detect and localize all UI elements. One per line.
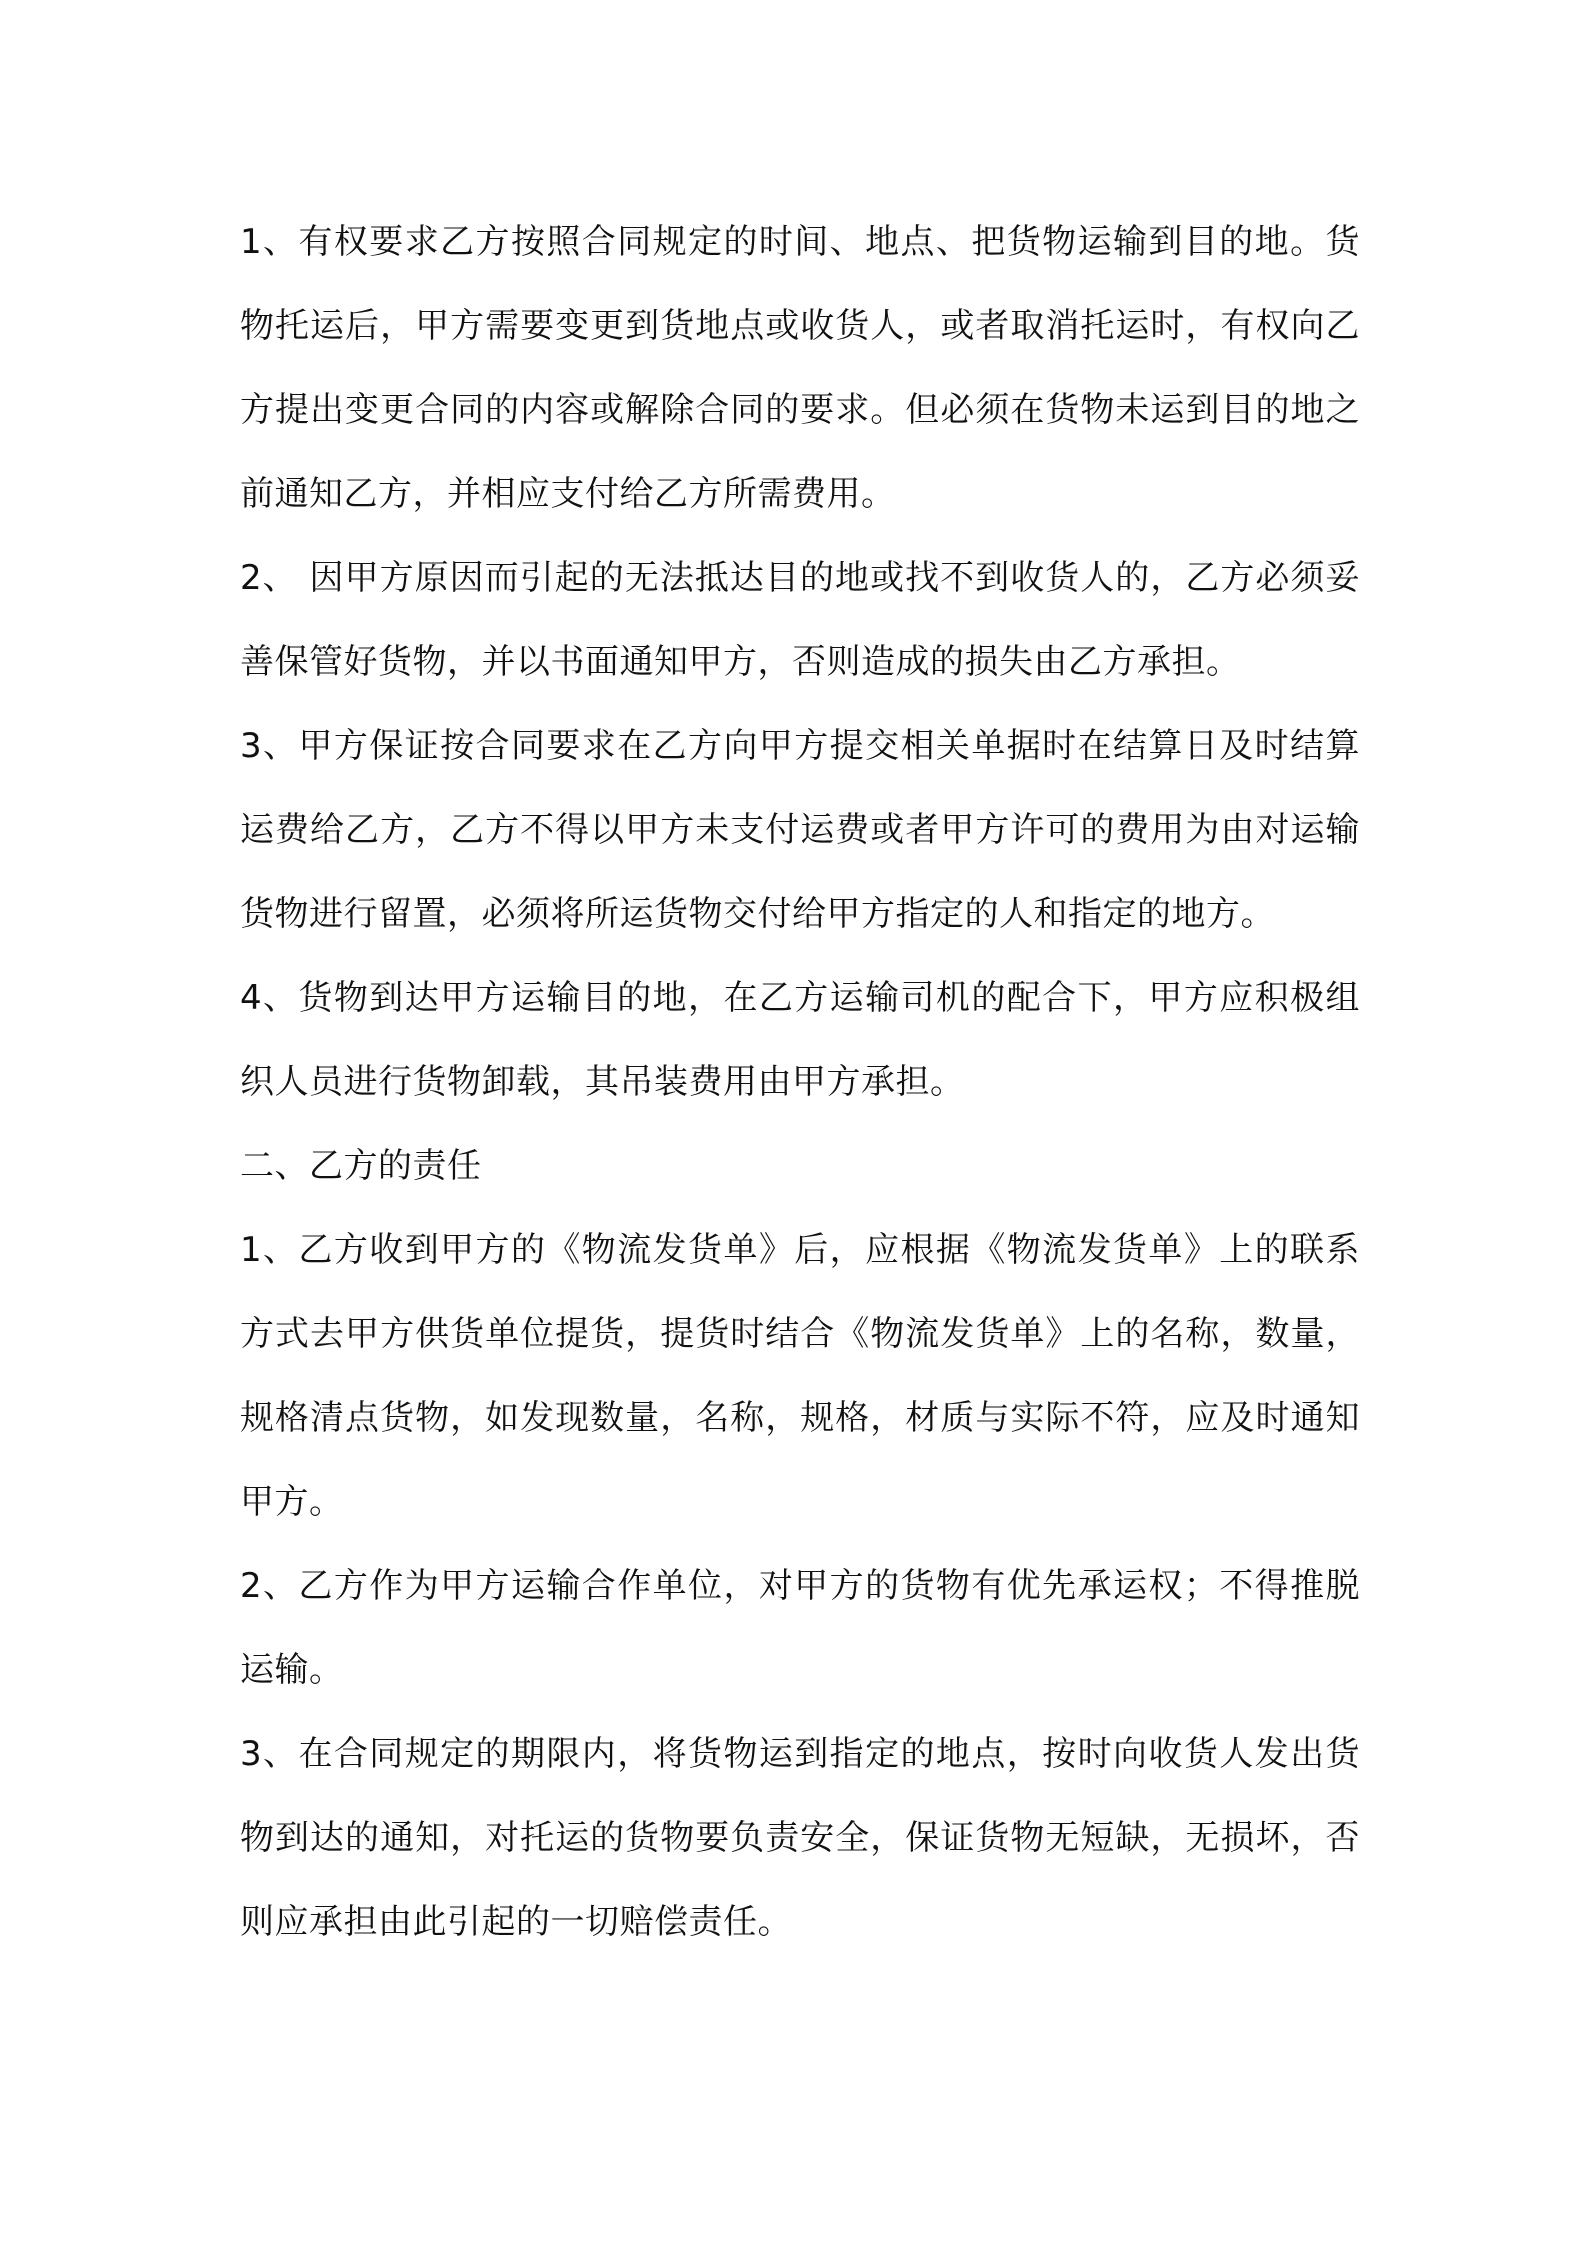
party-b-clause-2-priority-carriage: 2、乙方作为甲方运输合作单位，对甲方的货物有优先承运权；不得推脱运输。 — [240, 1566, 1360, 1690]
party-b-clause-3-delivery-liability: 3、在合同规定的期限内，将货物运到指定的地点，按时向收货人发出货物到达的通知，对托运的货物要负责安全，保证货物无短缺，无损坏，否则应承担由此引起的一切赔偿责任。 — [240, 1734, 1360, 1942]
section-heading-party-b-responsibilities: 二、乙方的责任 — [240, 1146, 482, 1186]
clause-1-right-to-require-delivery: 1、有权要求乙方按照合同规定的时间、地点、把货物运输到目的地。货物托运后，甲方需要变更到货地点或收货人，或者取消托运时，有权向乙方提出变更合同的内容或解除合同的要求。但必须在货物未运到目的地之前通知乙方，并相应支付给乙方所需费用。 — [240, 222, 1360, 514]
clause-4-unloading: 4、货物到达甲方运输目的地，在乙方运输司机的配合下，甲方应积极组织人员进行货物卸载，其吊装费用由甲方承担。 — [240, 978, 1360, 1102]
party-b-clause-1-pickup: 1、乙方收到甲方的《物流发货单》后，应根据《物流发货单》上的联系方式去甲方供货单位提货，提货时结合《物流发货单》上的名称，数量，规格清点货物，如发现数量，名称，规格，材质与实际不符，应及时通知甲方。 — [240, 1230, 1360, 1522]
clause-2-undeliverable-goods: 2、 因甲方原因而引起的无法抵达目的地或找不到收货人的，乙方必须妥善保管好货物，并以书面通知甲方，否则造成的损失由乙方承担。 — [240, 558, 1360, 682]
document-page — [240, 200, 1360, 1964]
clause-3-freight-settlement: 3、甲方保证按合同要求在乙方向甲方提交相关单据时在结算日及时结算运费给乙方，乙方不得以甲方未支付运费或者甲方许可的费用为由对运输货物进行留置，必须将所运货物交付给甲方指定的人和指定的地方。 — [240, 726, 1360, 934]
